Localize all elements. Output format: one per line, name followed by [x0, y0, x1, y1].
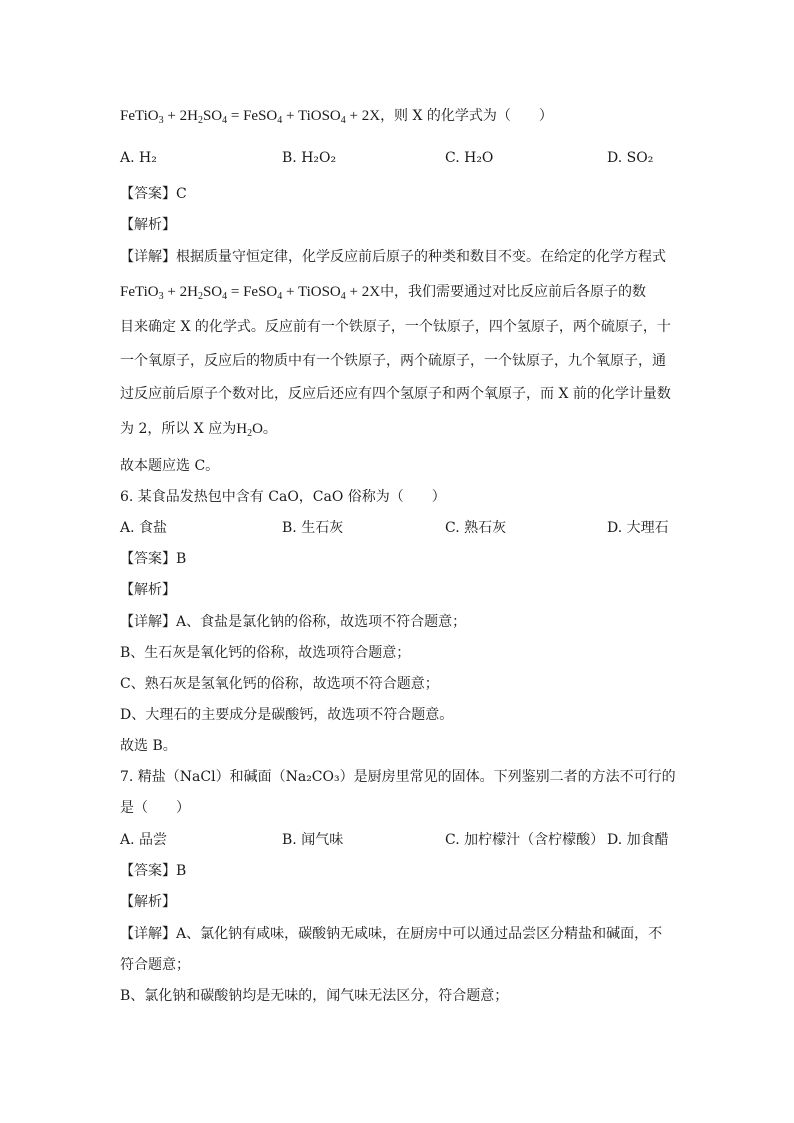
q7-option-b: B. 闻气味 — [282, 832, 344, 848]
q5-option-d: D. SO₂ — [607, 150, 654, 166]
q5-answer: 【答案】C — [120, 186, 187, 202]
q7-detail-b: B、氯化钠和碳酸钠均是无味的，闻气味无法区分，符合题意； — [120, 988, 509, 1004]
q6-detail-a: 【详解】A、食盐是氯化钠的俗称，故选项不符合题意； — [120, 614, 467, 630]
q6-option-d: D. 大理石 — [607, 520, 669, 536]
q5-analysis-label: 【解析】 — [120, 217, 176, 233]
q5-detail-1: 【详解】根据质量守恒定律，化学反应前后原子的种类和数目不变。在给定的化学方程式 — [120, 249, 666, 265]
q6-conclusion: 故选 B。 — [120, 738, 177, 754]
q7-analysis-label: 【解析】 — [120, 894, 176, 910]
water-formula: $H_2O$ — [236, 421, 263, 439]
q7-detail-a1: 【详解】A、氯化钠有咸味，碳酸钠无咸味，在厨房中可以通过品尝区分精盐和碱面，不 — [120, 926, 663, 942]
q5-stem: FeTiO$_3$ + $2H_2SO_4$ = FeSO$_4$ + TiOSO$_4$ + 2X，则 X 的化学式为（ ） — [120, 108, 553, 126]
q7-options — [120, 830, 680, 850]
q6-answer: 【答案】B — [120, 551, 187, 567]
q5-option-c: C. H₂O — [445, 150, 494, 166]
q7-detail-a2: 符合题意； — [120, 957, 190, 973]
q5-equation-inline: FeTiO$_3$ + $2H_2SO_4$ = FeSO$_4$ + TiOSO$_4$ + 2X — [120, 284, 381, 302]
q5-detail-3: 目来确定 X 的化学式。反应前有一个铁原子，一个钛原子，四个氢原子，两个硫原子，十 — [120, 319, 671, 335]
q6-detail-b: B、生石灰是氧化钙的俗称，故选项符合题意； — [120, 645, 411, 661]
q7-option-d: D. 加食醋 — [607, 832, 669, 848]
q6-option-b: B. 生石灰 — [282, 520, 344, 536]
q7-answer: 【答案】B — [120, 863, 187, 879]
q5-equation: FeTiO$_3$ + $2H_2SO_4$ = FeSO$_4$ + TiOSO$_4$ + 2X — [120, 108, 381, 126]
q7-option-a: A. 品尝 — [120, 832, 168, 848]
q5-detail-4: 一个氧原子，反应后的物质中有一个铁原子，两个硫原子，一个钛原子，九个氧原子，通 — [120, 353, 666, 369]
q5-conclusion: 故本题应选 C。 — [120, 458, 220, 474]
q6-analysis-label: 【解析】 — [120, 582, 176, 598]
q5-options — [120, 148, 680, 168]
q5-detail-5: 过反应前后原子个数对比，反应后还应有四个氢原子和两个氧原子，而 X 前的化学计量数 — [120, 386, 671, 402]
q6-detail-d: D、大理石的主要成分是碳酸钙，故选项不符合题意。 — [120, 707, 454, 723]
q5-detail-2: FeTiO$_3$ + $2H_2SO_4$ = FeSO$_4$ + TiOSO$_4$ + 2X中，我们需要通过对比反应前后各原子的数 — [120, 284, 647, 302]
q7-stem-2: 是（ ） — [120, 800, 190, 816]
q6-detail-c: C、熟石灰是氢氧化钙的俗称，故选项不符合题意； — [120, 676, 439, 692]
q5-option-b: B. H₂O₂ — [282, 150, 337, 166]
q6-options — [120, 518, 680, 538]
q6-stem: 6. 某食品发热包中含有 CaO，CaO 俗称为（ ） — [120, 489, 446, 505]
q7-option-c: C. 加柠檬汁（含柠檬酸） — [445, 832, 605, 848]
q6-option-c: C. 熟石灰 — [445, 520, 507, 536]
q5-option-a: A. H₂ — [120, 150, 157, 166]
q6-option-a: A. 食盐 — [120, 520, 168, 536]
q7-stem-1: 7. 精盐（NaCl）和碱面（Na₂CO₃）是厨房里常见的固体。下列鉴别二者的方法不可行的 — [120, 769, 676, 785]
q5-detail-6: 为 2，所以 X 应为$H_2O$。 — [120, 421, 277, 439]
